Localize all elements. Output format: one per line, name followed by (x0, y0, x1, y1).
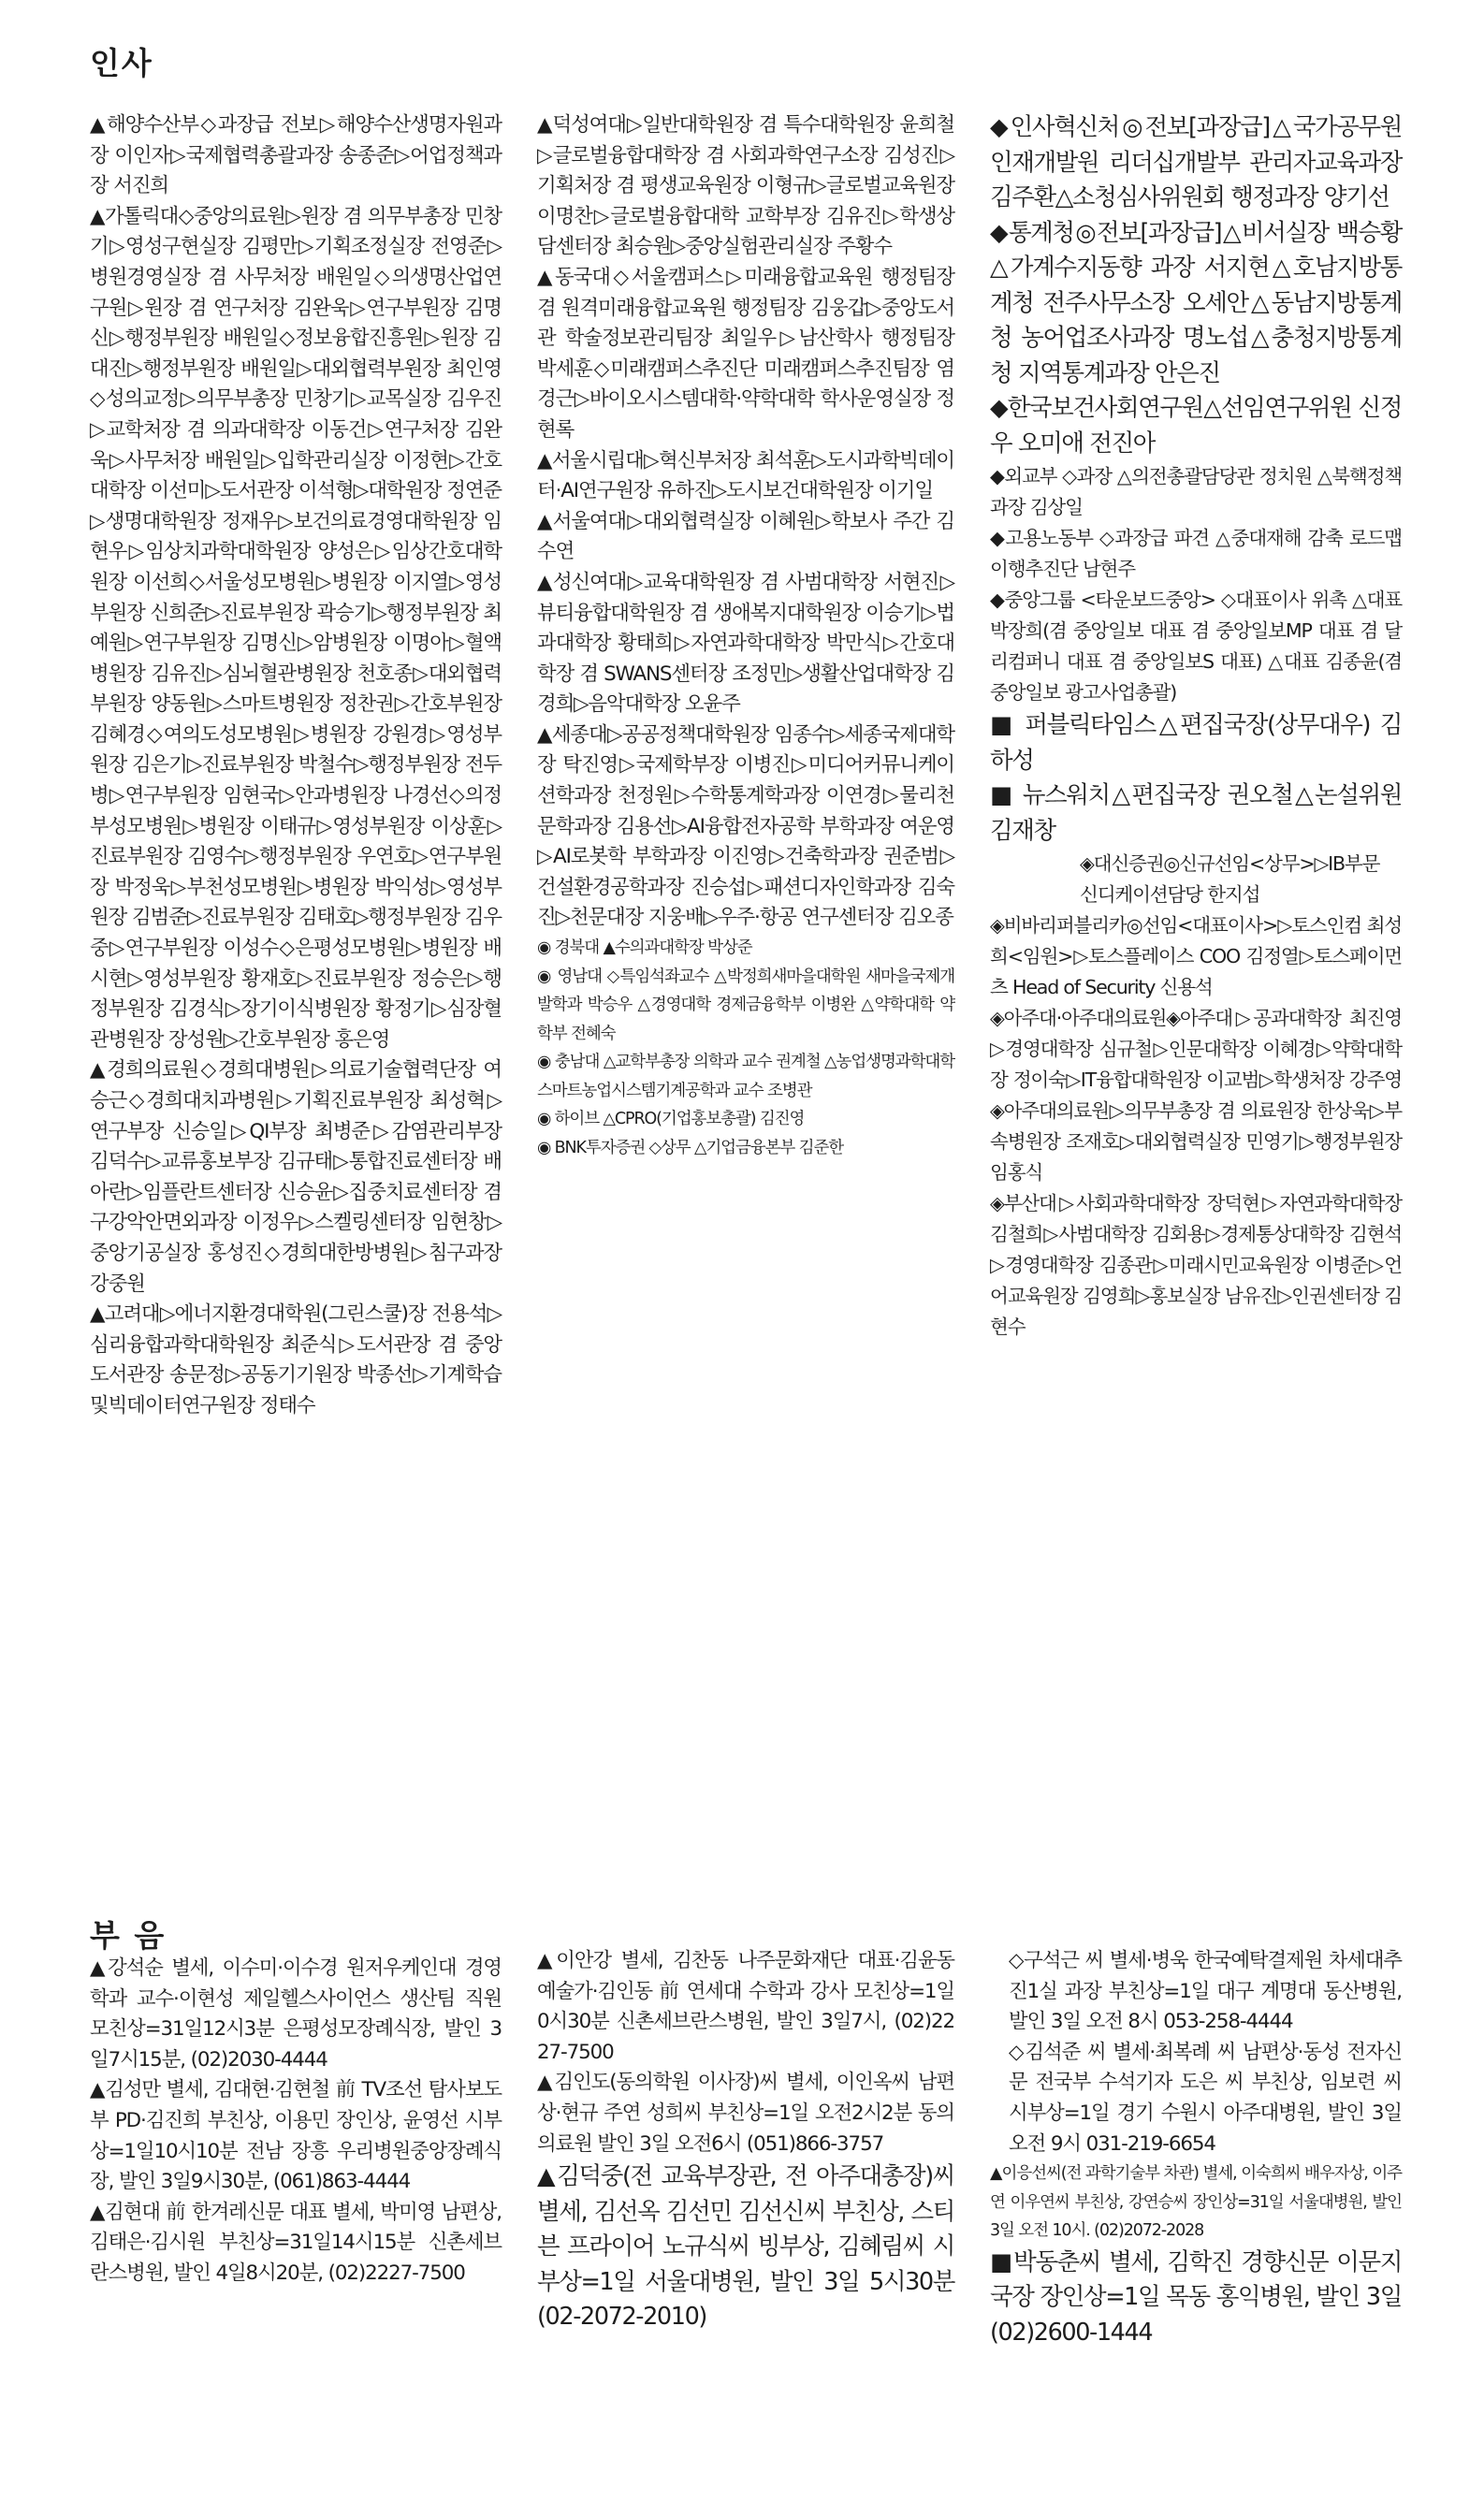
personnel-entry-small: ◉ 하이브 △CPRO(기업홍보총괄) 김진영 (537, 1110, 805, 1129)
personnel-entry: ▲가톨릭대◇중앙의료원▷원장 겸 의무부총장 민창기▷영성구현실장 김평만▷기획조정실장 전영준▷병원경영실장 겸 사무처장 배원일◇의생명산업연구원▷원장 겸 연구처장 김완욱▷연구부원장 김명신▷행정부원장 배원일◇정보융합진흥원▷원장 김대진▷행정부원장 배원일▷대외협력부원장 최인영◇성의교정▷의무부총장 민창기▷교목실장 김우진▷교학처장 겸 의과대학장 이동건▷연구처장 김완욱▷사무처장 배원일▷입학관리실장 이정현▷간호대학장 이선미▷도서관장 이석형▷대학원장 정연준▷생명대학원장 정재우▷보건의료경영대학원장 임현우▷임상치과학대학원장 양성은▷임상간호대학원장 이선희◇서울성모병원▷병원장 이지열▷영성부원장 신희준▷진료부원장 곽승기▷행정부원장 최예원▷연구부원장 김명신▷암병원장 이명아▷혈액병원장 김유진▷심뇌혈관병원장 천호종▷대외협력부원장 양동원▷스마트병원장 정찬권▷간호부원장 김혜경◇여의도성모병원▷병원장 강원경▷영성부원장 김은기▷진료부원장 박철수▷행정부원장 전두병▷연구부원장 임현국▷안과병원장 나경선◇의정부성모병원▷병원장 이태규▷영성부원장 이상훈▷진료부원장 김영수▷행정부원장 우연호▷연구부원장 박정욱▷부천성모병원▷병원장 박익성▷영성부원장 김범준▷진료부원장 김태호▷행정부원장 김우중▷연구부원장 이성수◇은평성모병원▷병원장 배시현▷영성부원장 황재호▷진료부원장 정승은▷행정부원장 김경식▷장기이식병원장 황정기▷심장혈관병원장 장성원▷간호부원장 홍은영 (90, 204, 502, 1052)
personnel-entry-small: ◉ 영남대 ◇특임석좌교수 △박정희새마을대학원 새마을국제개발학과 박승우 △경영대학 경제금융학부 이병완 △약학대학 약학부 전혜숙 (537, 967, 954, 1043)
obituary-entry-large: ▲김덕중(전 교육부장관, 전 아주대총장)씨 별세, 김선옥 김선민 김선신씨 부친상, 스티븐 프라이어 노규식씨 빙부상, 김혜림씨 시부상=1일 서울대병원, 발인 3일 5시30분(02-2072-2010) (537, 2162, 954, 2332)
personnel-entry: ▲경희의료원◇경희대병원▷의료기술협력단장 여승근◇경희대치과병원▷기획진료부원장 최성혁▷연구부장 신승일▷QI부장 최병준▷감염관리부장 김덕수▷교류홍보부장 김규태▷통합진료센터장 배아란▷임플란트센터장 신승윤▷집중치료센터장 겸 구강악안면외과장 이정우▷스켈링센터장 임현창▷중앙기공실장 홍성진◇경희대한방병원▷침구과장 강중원 (90, 1058, 502, 1296)
personnel-entry-small: ◉ 경북대 ▲수의과대학장 박상준 (537, 938, 752, 958)
personnel-column-3 (990, 110, 1402, 1343)
personnel-entry-small: ◉ BNK투자증권 ◇상무 △기업금융본부 김준한 (537, 1138, 844, 1157)
obituary-column-3 (990, 1946, 1402, 2350)
personnel-column-1 (90, 110, 502, 1422)
obituary-column-1 (90, 1954, 502, 2290)
personnel-entry-large: ◆통계청◎전보[과장급]△비서실장 백승황△가계수지동향 과장 서지현△호남지방통계청 전주사무소장 오세안△동남지방통계청 농어업조사과장 명노섭△충청지방통계청 지역통계과장 안은진 (990, 218, 1402, 387)
personnel-entry-large: ◆인사혁신처◎전보[과장급]△국가공무원인재개발원 리더십개발부 관리자교육과장 김주환△소청심사위원회 행정과장 양기선 (990, 113, 1402, 211)
section-title-obituary: 부 음 (90, 1917, 167, 1954)
personnel-entry-large: ■ 퍼블릭타임스△편집국장(상무대우) 김하성 (990, 711, 1402, 775)
personnel-entry: ▲동국대◇서울캠퍼스▷미래융합교육원 행정팀장 겸 원격미래융합교육원 행정팀장 김웅갑▷중앙도서관 학술정보관리팀장 최일우▷남산학사 행정팀장 박세훈◇미래캠퍼스추진단 미래캠퍼스추진팀장 염경근▷바이오시스템대학·약학대학 학사운영실장 정현록 (537, 265, 954, 442)
obituary-entry: ▲이안강 별세, 김찬동 나주문화재단 대표·김윤동 예술가·김인동 前 연세대 수학과 강사 모친상=1일0시30분 신촌세브란스병원, 발인 3일7시, (02)2227-7500 (537, 1949, 954, 2064)
obituary-column-2 (537, 1946, 954, 2335)
personnel-entry: ▲세종대▷공공정책대학원장 임종수▷세종국제대학장 탁진영▷국제학부장 이병진▷미디어커뮤니케이션학과장 천정원▷수학통계학과장 이연경▷물리천문학과장 김용선▷AI융합전자공학 부학과장 여운영▷AI로봇학 부학과장 이진영▷건축학과장 권준범▷건설환경공학과장 진승섭▷패션디자인학과장 김숙진▷천문대장 지웅배▷우주·항공 연구센터장 김오종 (537, 722, 954, 930)
obituary-entry: ▲김현대 前 한겨레신문 대표 별세, 박미영 남편상, 김태은·김시원 부친상=31일14시15분 신촌세브란스병원, 발인 4일8시20분, (02)2227-7500 (90, 2200, 502, 2285)
personnel-entry: ◈아주대·아주대의료원◈아주대▷공과대학장 최진영▷경영대학장 심규철▷인문대학장 이혜경▷약학대학장 정이숙▷IT융합대학원장 이교범▷학생처장 강주영◈아주대의료원▷의무부총장 겸 의료원장 한상욱▷부속병원장 조재호▷대외협력실장 민영기▷행정부원장 임홍식 (990, 1007, 1402, 1184)
personnel-entry-medium: ◆외교부 ◇과장 △의전총괄담당관 정치원 △북핵정책과장 김상일 (990, 465, 1402, 518)
obituary-entry-large: ■박동춘씨 별세, 김학진 경향신문 이문지국장 장인상=1일 목동 홍익병원, 발인 3일 (02)2600-1444 (990, 2247, 1402, 2347)
obituary-entry: ▲강석순 별세, 이수미·이수경 원저우케인대 경영학과 교수·이현성 제일헬스사이언스 생산팀 직원 모친상=31일12시3분 은평성모장례식장, 발인 3일7시15분, (02)2030-4444 (90, 1956, 502, 2072)
personnel-entry-large: ◆한국보건사회연구원△선임연구위원 신정우 오미애 전진아 (990, 394, 1402, 458)
section-title-personnel: 인사 (90, 45, 153, 81)
personnel-entry: ▲덕성여대▷일반대학원장 겸 특수대학원장 윤희철▷글로벌융합대학장 겸 사회과학연구소장 김성진▷기획처장 겸 평생교육원장 이형규▷글로벌교육원장 이명찬▷글로벌융합대학 교학부장 김유진▷학생상담센터장 최승원▷중앙실험관리실장 주황수 (537, 113, 954, 259)
personnel-entry: ▲고려대▷에너지환경대학원(그린스쿨)장 전용석▷심리융합과학대학원장 최준식▷도서관장 겸 중앙도서관장 송문정▷공동기기원장 박종선▷기계학습및빅데이터연구원장 정태수 (90, 1302, 502, 1418)
personnel-entry-medium: ◆고용노동부 ◇과장급 파견 △중대재해 감축 로드맵 이행추진단 남현주 (990, 527, 1402, 580)
personnel-entry: ▲서울여대▷대외협력실장 이혜원▷학보사 주간 김수연 (537, 509, 954, 564)
personnel-entry: ◈비바리퍼블리카◎선임<대표이사>▷토스인컴 최성희<임원>▷토스플레이스 COO 김정열▷토스페이먼츠 Head of Security 신용석 (990, 914, 1402, 998)
personnel-entry: ▲성신여대▷교육대학원장 겸 사범대학장 서현진▷뷰티융합대학원장 겸 생애복지대학원장 이승기▷법과대학장 황태희▷자연과학대학장 박만식▷간호대학장 겸 SWANS센터장 조정민▷생활산업대학장 김경희▷음악대학장 오윤주 (537, 570, 954, 717)
obituary-entry: ◇김석준 씨 별세·최복례 씨 남편상·동성 전자신문 전국부 수석기자 도은 씨 부친상, 임보련 씨 시부상=1일 경기 수원시 아주대병원, 발인 3일 오전 9시 031-219-6654 (1009, 2040, 1402, 2156)
personnel-entry: ▲서울시립대▷혁신부처장 최석훈▷도시과학빅데이터·AI연구원장 유하진▷도시보건대학원장 이기일 (537, 448, 954, 503)
obituary-entry: ▲김인도(동의학원 이사장)씨 별세, 이인옥씨 남편상·현규 주연 성희씨 부친상=1일 오전2시2분 동의의료원 발인 3일 오전6시 (051)866-3757 (537, 2071, 954, 2156)
personnel-entry-medium: ◆중앙그룹 <타운보드중앙> ◇대표이사 위촉 △대표 박장희(겸 중앙일보 대표 겸 중앙일보MP 대표 겸 달리컴퍼니 대표 겸 중앙일보S 대표) △대표 김종윤(겸 중앙일보 광고사업총괄) (990, 589, 1402, 704)
obituary-entry: ▲김성만 별세, 김대현·김현철 前 TV조선 탐사보도부 PD·김진희 부친상, 이용민 장인상, 윤영선 시부상=1일10시10분 전남 장흥 우리병원중앙장례식장, 발인 3일9시30분, (061)863-4444 (90, 2078, 502, 2194)
obituary-entry-small: ▲이응선씨(전 과학기술부 차관) 별세, 이숙희씨 배우자상, 이주연 이우연씨 부친상, 강연승씨 장인상=31일 서울대병원, 발인 3일 오전 10시. (02)2072-2028 (990, 2164, 1402, 2241)
personnel-entry: ▲해양수산부◇과장급 전보▷해양수산생명자원과장 이인자▷국제협력총괄과장 송종준▷어업정책과장 서진희 (90, 113, 502, 198)
personnel-entry: ◈부산대▷사회과학대학장 장덕현▷자연과학대학장 김철희▷사범대학장 김회용▷경제통상대학장 김현석▷경영대학장 김종관▷미래시민교육원장 이병준▷언어교육원장 김영희▷홍보실장 남유진▷인권센터장 김현수 (990, 1192, 1402, 1338)
personnel-column-2 (537, 110, 954, 1162)
obituary-entry: ◇구석근 씨 별세·병욱 한국예탁결제원 차세대추진1실 과장 부친상=1일 대구 계명대 동산병원, 발인 3일 오전 8시 053-258-4444 (1009, 1949, 1402, 2034)
personnel-entry-centered: ◈대신증권◎신규선임<상무>▷IB부문 신디케이션담당 한지섭 (1080, 852, 1380, 906)
personnel-entry-small: ◉ 충남대 △교학부총장 의학과 교수 권계철 △농업생명과학대학 스마트농업시스템기계공학과 교수 조병관 (537, 1053, 954, 1100)
personnel-entry-large: ■ 뉴스워치△편집국장 권오철△논설위원 김재창 (990, 781, 1402, 845)
